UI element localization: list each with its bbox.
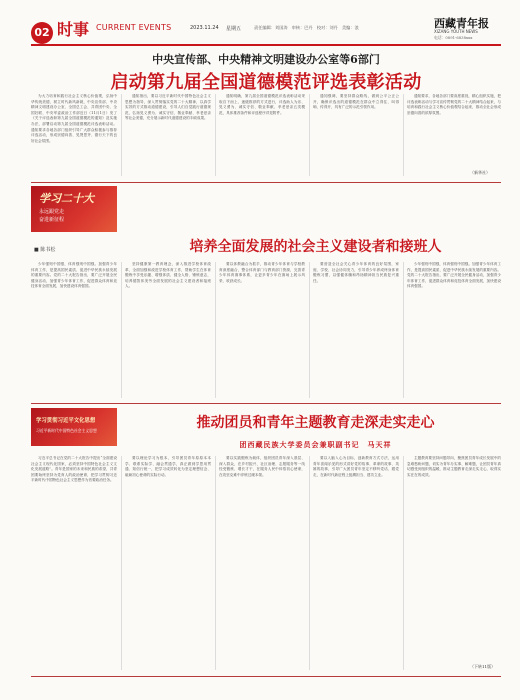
article3-col-3 (219, 456, 305, 670)
section-rule (31, 403, 501, 404)
article1-paragraph: 通知强调，要坚持群众路线，做到公平公正公开，确保评选出的道德模范在群众中立得住、叫得响、传得开，具有广泛的示范引领作用。 (313, 94, 399, 110)
article1-col-4 (313, 94, 399, 176)
article1-col-2 (125, 94, 211, 176)
column-divider (215, 262, 216, 398)
article2-col-3 (219, 262, 305, 398)
header-rule (31, 44, 501, 46)
article1-paragraph: 为大力培育和践行社会主义核心价值观，弘扬中华传统美德，树立时代新风新貌，中央宣传部、中央精神文明建设办公室、全国总工会、共青团中央、全国妇联、中央军委政治工作部近日（11月1日）发了《关于评选表彰第九届全国道德模范的通知》及实施办法，部署启动第九届全国道德模范评选表彰活动。通知要求各地各部门组织引导广大群众积极参与推荐评选活动，形成崇德向善、见贤思齐、德行天下的良好社会氛围。 (31, 94, 117, 143)
article3-continued: （下转11版） (470, 664, 496, 669)
column-divider (215, 456, 216, 670)
article3-paragraph: 要以入脑入心为目标，创新教育方式方法，运用青年喜闻乐见的形式讲好党的故事、革命的故事、英雄的故事，引导广大团员青年坚定不移听党话、跟党走，在新时代新征程上挺膺担当、建功立业。 (313, 456, 399, 477)
section-rule (31, 182, 501, 183)
banner-line-1: 学习二十大 (39, 192, 94, 205)
column-divider (121, 456, 122, 670)
issue-date: 2023.11.24 (190, 25, 219, 31)
article1-col-1 (31, 94, 117, 176)
section-title-en: CURRENT EVENTS (96, 23, 172, 32)
column-divider (121, 94, 122, 176)
article3-paragraph: 主题教育要坚持问题导向，聚焦团员青年成长发展中的急难愁盼问题，切实为青年办实事、解难题，让团员青年真切感受到组织的温暖，推动主题教育走深走实走心，取得实实在在的成效。 (407, 456, 501, 477)
article1-paragraph: 通知指出，要以习近平新时代中国特色社会主义思想为指导，深入贯彻落实党的二十大精神，以真学实效的方式推动道德建设，引导人们自觉践行道德规范，弘扬见义勇为、诚实守信、敬业奉献、孝老爱亲等社会美德，充分展示新时代道德建设的丰硕成果。 (125, 94, 211, 121)
paper-phone: 电话：0891-6838xxx (434, 35, 473, 40)
article1-kicker: 中央宣传部、中央精神文明建设办公室等6部门 (152, 53, 380, 66)
article2-col-2 (125, 262, 211, 398)
article2-title: 培养全面发展的社会主义建设者和接班人 (189, 239, 442, 255)
article3-col-1 (31, 456, 117, 670)
article3-col-5 (407, 456, 501, 662)
editor-line: 责任编辑：刘国涛 审核：巴丹 校对：刘丹 美编：浪 (254, 25, 359, 30)
article2-banner (31, 186, 117, 232)
article2-paragraph: 少年强则中国强，体育强则中国强。加强青少年体育工作，是提高国民素质、促进中华民族永续发展的重要内容。党的二十大报告指出，要广泛开展全民健身活动，加强青少年体育工作，促进群众体育和竞技体育全面发展，加快建设体育强国。 (31, 262, 117, 289)
column-divider (121, 262, 122, 398)
article2-paragraph: 要营造全社会关心青少年体育的良好氛围，家庭、学校、社会协同发力，引导青少年养成终身体育锻炼习惯，以强健体魄和昂扬精神担当民族复兴重任。 (313, 262, 399, 283)
article3-col-4 (313, 456, 399, 670)
banner-line-2: 习近平新时代中国特色社会主义思想 (36, 428, 97, 433)
paper-name: 西藏青年报 (434, 17, 489, 30)
article2-paragraph: 少年强则中国强，体育强则中国强。加强青少年体育工作，是提高国民素质、促进中华民族永续发展的重要内容。党的二十大报告指出，要广泛开展全民健身活动，加强青少年体育工作，促进群众体育和竞技体育全面发展，加快建设体育强国。 (407, 262, 501, 289)
article3-title: 推动团员和青年主题教育走深走实走心 (196, 415, 435, 431)
article1-col-5 (407, 94, 501, 168)
article3-paragraph: 要以实践锻炼为载体，组织团员青年深入基层、深入群众，在乡村振兴、社区治理、志愿服务等一线经受锻炼、增长才干，在服务人民中体悟初心使命，在攻坚克难中淬炼过硬本领。 (219, 456, 305, 477)
article2-paragraph: 坚持健康第一教育理念，深入推进学校体育改革，全面加强和改进学校体育工作，帮助学生在体育锻炼中享受乐趣、增强体质、健全人格、锤炼意志，培养德智体美劳全面发展的社会主义建设者和接班人。 (125, 262, 211, 289)
article2-col-5 (407, 262, 501, 398)
article3-col-2 (125, 456, 211, 670)
page-number: 02 (34, 26, 50, 39)
column-divider (403, 94, 404, 176)
article3-byline: 团西藏民族大学委员会兼职副书记 马天祥 (239, 440, 392, 449)
footer-rule (31, 676, 501, 677)
column-divider (309, 456, 310, 670)
article3-paragraph: 习近平总书记在党的二十大报告中提出“全面建设社会主义现代化国家，必须坚持中国特色社会主义文化发展道路”。青年是国家的未来和民族的希望，共青团要始终坚持为党育人的政治使命，把学习贯彻习近平新时代中国特色社会主义思想作为首要政治任务。 (31, 456, 117, 483)
banner-line-3: 奋进新征程 (39, 217, 65, 223)
article2-col-4 (313, 262, 399, 398)
paper-subtitle: XIZANG YOUTH NEWS (434, 29, 478, 34)
column-divider (403, 262, 404, 398)
column-divider (309, 262, 310, 398)
article1-paragraph: 通知要求，各地各部门要高度重视，精心组织实施，把评选表彰活动与学习宣传贯彻党的二十大精神结合起来，与培育和践行社会主义核心价值观结合起来，推动全社会形成崇德向善的浓厚氛围。 (407, 94, 501, 115)
banner-line-1: 学习贯彻习近平文化思想 (36, 418, 96, 424)
article2-author: ■ 陈书松 (34, 247, 56, 253)
banner-line-2: 永远跟党走 (39, 209, 65, 215)
article3-paragraph: 要以理论学习为根本，引导团员青年原原本本学、联系实际学、融会贯通学，真正做到学思用贯通、知信行统一，把学习成效转化为坚定理想信念、砥砺初心使命的实际行动。 (125, 456, 211, 477)
issue-weekday: 星期五 (226, 26, 242, 32)
article2-col-1 (31, 262, 117, 398)
column-divider (215, 94, 216, 176)
article2-paragraph: 要以体教融合为抓手，推动青少年体育与学校教育深度融合，整合体育部门与教育部门资源，完善青少年体育赛事体系，让更多青少年在赛场上展示风采、收获成长。 (219, 262, 305, 283)
column-divider (403, 456, 404, 670)
column-divider (309, 94, 310, 176)
article1-col-3 (219, 94, 305, 176)
section-title-cn: 时事 (57, 20, 90, 39)
article1-author: （新华社） (470, 170, 490, 175)
article1-paragraph: 通知明确，第九届全国道德模范评选表彰活动采取自下而上、逐级推荐的方式进行，评选助人为乐、见义勇为、诚实守信、敬业奉献、孝老爱亲五类模范，具体推荐条件和评选程序详见附件。 (219, 94, 305, 115)
article1-title: 启动第九届全国道德模范评选表彰活动 (110, 72, 422, 93)
article3-banner (31, 408, 117, 446)
